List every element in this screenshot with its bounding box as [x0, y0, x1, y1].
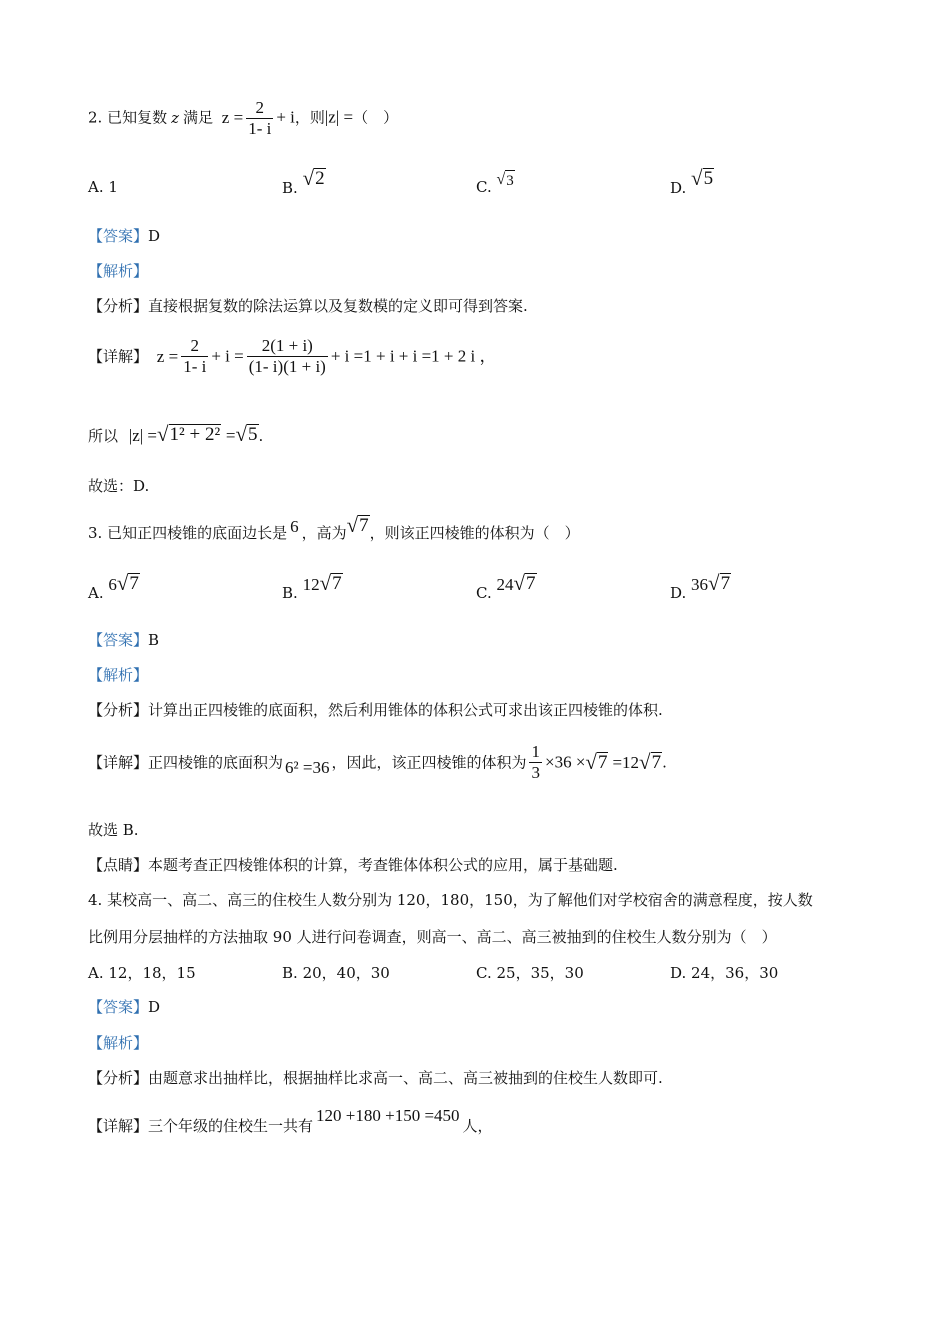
q3-xj-frac: $\frac{1}{3}$: [531, 742, 540, 782]
sqrt-symbol: √ 7: [513, 571, 536, 595]
q2-frac-num: 2: [255, 98, 264, 117]
q2-fenxi: 【分析】直接根据复数的除法运算以及复数模的定义即可得到答案.: [88, 297, 528, 315]
q2-mid: 满足: [183, 108, 214, 127]
sqrt-symbol: √ 1² + 2²: [157, 422, 221, 446]
q2-frac-den: 1- i: [248, 119, 272, 138]
sqrt-symbol: √ 5: [235, 422, 258, 446]
question-2-stem: [88, 98, 398, 139]
q3-option-a: A. 6 √ 7: [88, 571, 139, 602]
q4-option-d: D. 24，36，30: [670, 964, 779, 982]
q4-option-a: A. 12，18，15: [88, 964, 196, 982]
sqrt-symbol: √ 2: [302, 166, 325, 190]
q3-jiexi: 【解析】: [88, 666, 149, 684]
sqrt-symbol: √ 7: [116, 571, 139, 595]
q3-guxuan: 故选 B.: [88, 821, 139, 839]
q2-option-b: B. √ 2: [282, 166, 325, 197]
q2-var: z: [171, 108, 179, 127]
sqrt-symbol: √ 7: [585, 750, 608, 774]
question-3-stem: 3. 已知正四棱锥的底面边长是 6 ，高为 √ 7 ，则该正四棱锥的体积为（ ）: [88, 513, 580, 542]
q2-fraction: [246, 98, 273, 139]
q3-option-c: C. 24 √ 7: [476, 571, 536, 602]
sqrt-symbol: √ 5: [691, 166, 714, 190]
q4-xiangjie: 【详解】三个年级的住校生一共有120 +180 +150 =450人，: [88, 1106, 493, 1135]
sqrt-symbol: √ 7: [708, 571, 731, 595]
q2-eq-tail: + i: [276, 107, 295, 127]
q2-paren: （ ）: [353, 108, 399, 127]
q2-option-a: A. 1: [88, 178, 118, 196]
q2-answer: 【答案】D: [88, 227, 161, 245]
question-4-stem-line2: 比例用分层抽样的方法抽取 90 人进行问卷调查，则高一、高二、高三被抽到的住校生人数分别为（ ）: [88, 928, 777, 946]
sqrt-symbol: √ 7: [319, 571, 342, 595]
q3-xiangjie: 【详解】正四棱锥的底面积为 6² =36 ，因此，该正四棱锥的体积为 $\frac{1}{3}$ ×36 × √ 7 =12 √ 7 .: [88, 742, 667, 782]
q2-eq-lhs: z =: [221, 107, 244, 127]
q2-prefix: 2. 已知复数: [88, 108, 168, 127]
q4-fenxi: 【分析】由题意求出抽样比，根据抽样比求高一、高二、高三被抽到的住校生人数即可.: [88, 1069, 663, 1087]
sqrt-symbol: √ 7: [639, 750, 662, 774]
q3-answer: 【答案】B: [88, 631, 160, 649]
q4-jiexi: 【解析】: [88, 1034, 149, 1052]
q2-xiangjie: 【详解】 z = $\frac{2}{1- i}$ + i = $\frac{2(1 + i)}{(1- i)(1 + i)}$ + i =1 + i + i =1 + 2 i ，: [88, 336, 497, 376]
q2-jiexi: 【解析】: [88, 262, 149, 280]
q2-suoyi: 所以 |z| = √ 1² + 2² = √ 5 .: [88, 422, 264, 446]
q2-xj-frac1: $\frac{2}{1- i}$: [183, 336, 207, 376]
q2-xj-frac2: $\frac{2(1 + i)}{(1- i)(1 + i)}$: [248, 336, 326, 376]
q3-option-d: D. 36 √ 7: [670, 571, 731, 602]
q4-answer: 【答案】D: [88, 998, 161, 1016]
q4-option-b: B. 20，40，30: [282, 964, 390, 982]
q2-then: ，则: [294, 108, 325, 127]
q2-option-d: D. √ 5: [670, 166, 714, 197]
question-4-stem-line1: 4. 某校高一、高二、高三的住校生人数分别为 120，180，150，为了解他们对学校宿舍的满意程度，按人数: [88, 891, 813, 909]
sqrt-symbol: √ 7: [346, 513, 369, 537]
q2-option-c: C. √ 3: [476, 171, 514, 196]
q3-option-b: B. 12 √ 7: [282, 571, 342, 602]
q3-fenxi: 【分析】计算出正四棱锥的底面积，然后利用锥体的体积公式可求出该正四棱锥的体积.: [88, 701, 663, 719]
q4-option-c: C. 25，35，30: [476, 964, 584, 982]
sqrt-symbol: √ 3: [496, 171, 514, 189]
q2-abs: |z| =: [324, 107, 354, 127]
q2-guxuan: 故选：D.: [88, 477, 150, 495]
q3-dianjing: 【点睛】本题考查正四棱锥体积的计算，考查锥体体积公式的应用，属于基础题.: [88, 856, 618, 874]
